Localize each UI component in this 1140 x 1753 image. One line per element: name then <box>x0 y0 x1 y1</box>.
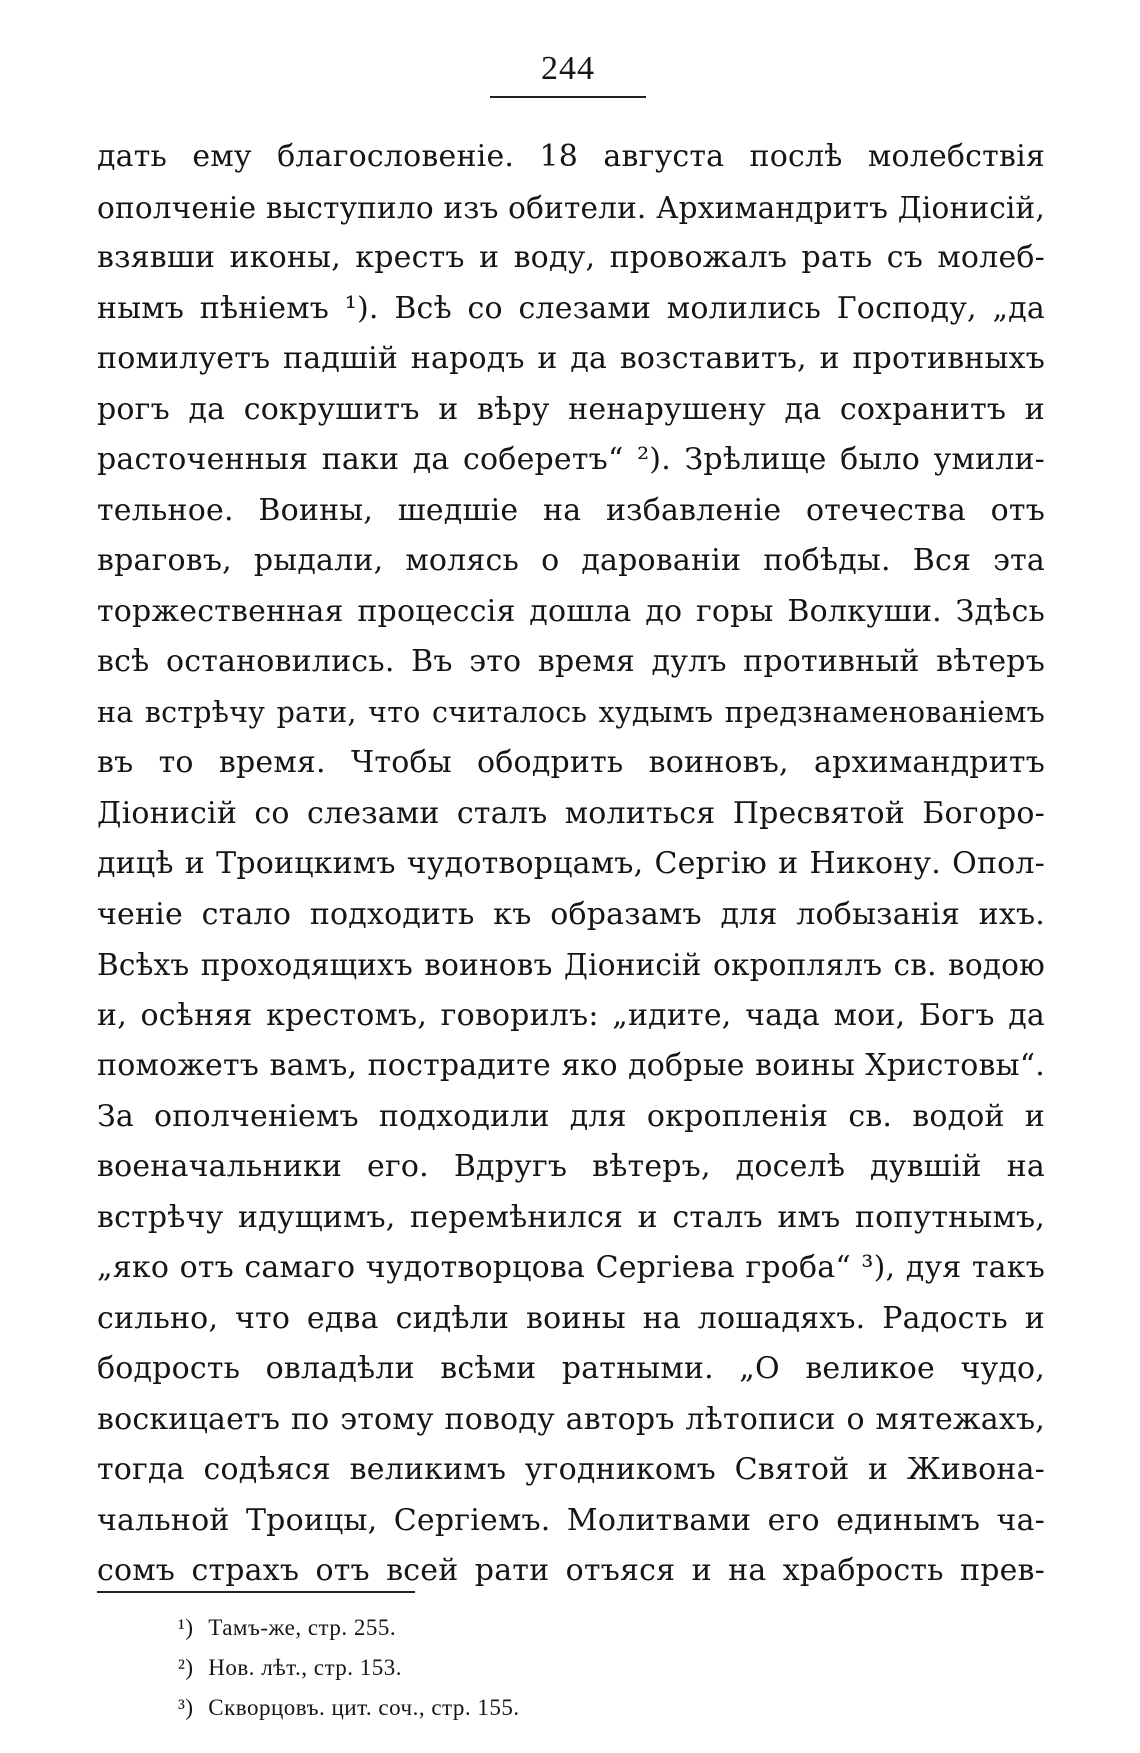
text-line-29: сомъ страхъ отъ всей рати отъяся и на храбрость прев- <box>97 1553 1045 1588</box>
text-line-25: бодрость овладѣли всѣми ратными. „О великое чудо, <box>97 1351 1045 1386</box>
text-line-14: Дiонисiй со слезами сталъ молиться Пресвятой Богоро- <box>97 795 1045 831</box>
footnotes <box>178 1608 878 1728</box>
text-line-1: дать ему благословенiе. 18 августа послѣ молебствiя <box>97 139 1045 174</box>
text-line-19: поможетъ вамъ, пострадите яко добрые воины Христовы“. <box>97 1048 1045 1083</box>
page-number: 244 <box>541 50 595 87</box>
text-line-9: враговъ, рыдали, молясь о дарованiи побѣды. Вся эта <box>97 543 1045 578</box>
footnote-mark: ¹) <box>178 1615 194 1640</box>
footnote-rule <box>97 1591 415 1593</box>
text-line-26: воскицаетъ по этому поводу авторъ лѣтописи о мятежахъ, <box>97 1401 1045 1437</box>
text-line-17: Всѣхъ проходящихъ воиновъ Дiонисiй окроплялъ св. водою <box>97 948 1045 982</box>
text-line-16: ченiе стало подходить къ образамъ для лобызанiя ихъ. <box>97 896 1045 932</box>
footnote-3 <box>178 1688 878 1728</box>
footnote-2 <box>178 1648 878 1688</box>
text-line-18: и, осѣняя крестомъ, говорилъ: „идите, чада мои, Богъ да <box>97 997 1045 1033</box>
footnote-1 <box>178 1608 878 1648</box>
text-line-5: помилуетъ падшiй народъ и да возставитъ, и противныхъ <box>97 341 1045 376</box>
text-line-22: встрѣчу идущимъ, перемѣнился и сталъ имъ попутнымъ, <box>97 1199 1045 1235</box>
body-text <box>97 132 1045 1597</box>
text-line-7: расточенныя паки да соберетъ“ ²). Зрѣлище было умили- <box>97 442 1045 477</box>
text-line-3: взявши иконы, крестъ и воду, провожалъ рать съ молеб- <box>97 240 1045 275</box>
footnote-mark: ²) <box>178 1655 194 1680</box>
text-line-10: торжественная процессiя дошла до горы Волкуши. Здѣсь <box>97 593 1045 629</box>
text-line-27: тогда содѣяся великимъ угодникомъ Святой и Живона- <box>97 1452 1045 1487</box>
footnote-text: Тамъ-же, стр. 255. <box>208 1615 397 1640</box>
text-line-6: рогъ да сокрушитъ и вѣру ненарушену да сохранитъ и <box>97 391 1045 427</box>
text-line-20: За ополченiемъ подходили для окропленiя св. водой и <box>97 1098 1045 1134</box>
text-line-21: военачальники его. Вдругъ вѣтеръ, доселѣ дувшiй на <box>97 1149 1045 1184</box>
page-number-rule <box>490 96 646 98</box>
text-line-11: всѣ остановились. Въ это время дулъ противный вѣтеръ <box>97 644 1045 679</box>
footnote-text: Скворцовъ. цит. соч., стр. 155. <box>208 1695 520 1720</box>
text-line-4: нымъ пѣнiемъ ¹). Всѣ со слезами молились Господу, „да <box>97 290 1045 326</box>
text-line-23: „яко отъ самаго чудотворцова Сергiева гроба“ ³), дуя такъ <box>97 1250 1045 1285</box>
text-line-13: въ то время. Чтобы ободрить воиновъ, архимандритъ <box>97 745 1045 780</box>
text-line-28: чальной Троицы, Сергiемъ. Молитвами его единымъ ча- <box>97 1502 1045 1538</box>
footnote-text: Нов. лѣт., стр. 153. <box>208 1655 403 1680</box>
footnote-mark: ³) <box>178 1695 194 1720</box>
text-line-2: ополченiе выступило изъ обители. Архимандритъ Дiонисiй, <box>97 190 1045 225</box>
text-line-8: тельное. Воины, шедшiе на избавленiе отечества отъ <box>97 492 1045 528</box>
text-line-15: дицѣ и Троицкимъ чудотворцамъ, Сергiю и Никону. Опол- <box>97 846 1045 881</box>
text-line-24: сильно, что едва сидѣли воины на лошадяхъ. Радость и <box>97 1300 1045 1336</box>
text-line-12: на встрѣчу рати, что считалось худымъ предзнаменованiемъ <box>97 695 1045 729</box>
